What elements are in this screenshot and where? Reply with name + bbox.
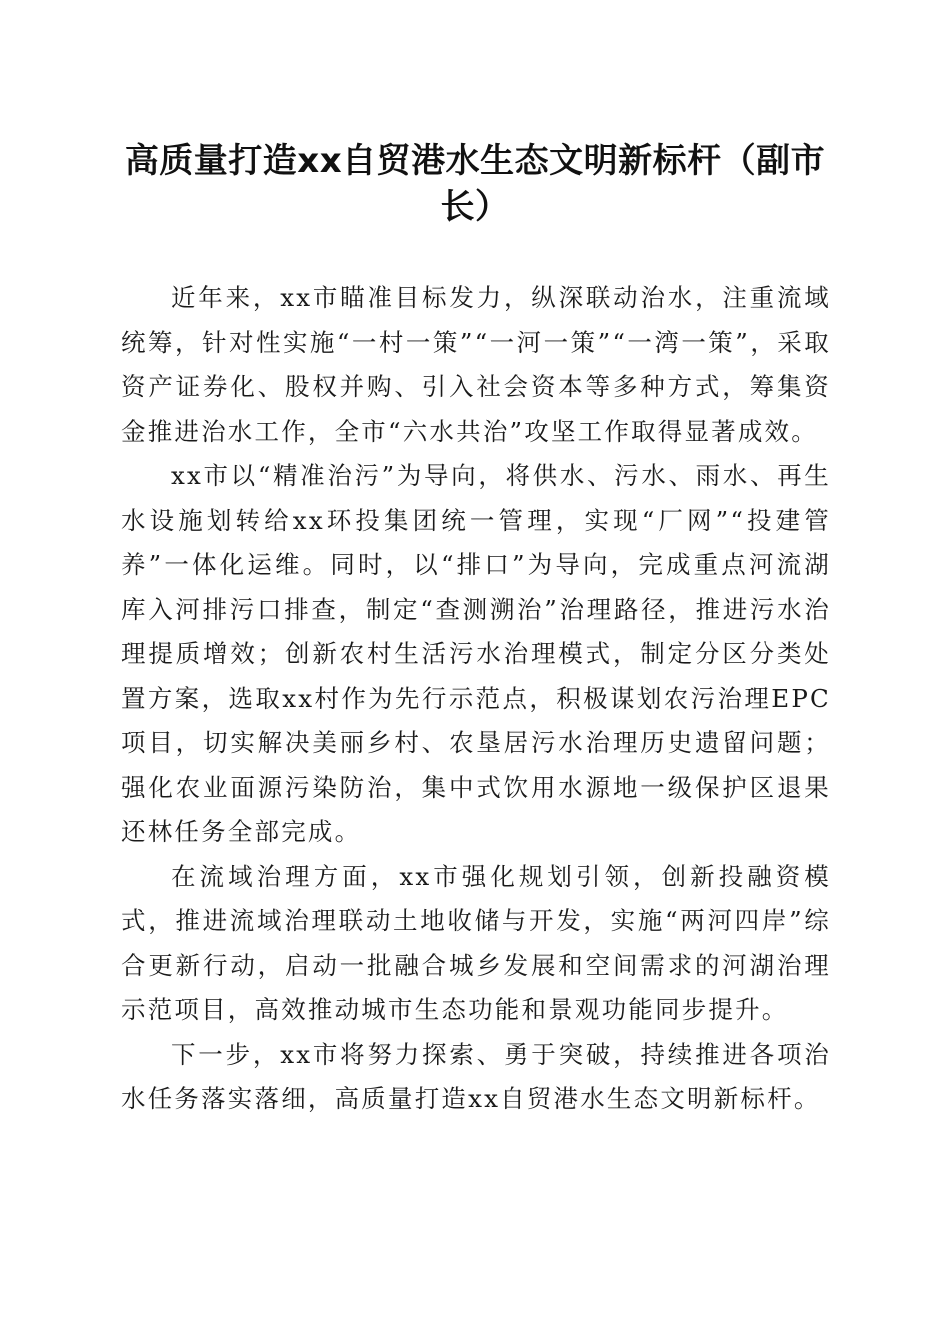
- document-body: [121, 276, 831, 1122]
- document-title: 高质量打造xx自贸港水生态文明新标杆（副市长）: [124, 141, 826, 227]
- paragraph-2: xx市以“精准治污”为导向，将供水、污水、雨水、再生水设施划转给xx环投集团统一管理，实现“厂网”“投建管养”一体化运维。同时，以“排口”为导向，完成重点河流湖库入河排污口排查，制定“查测溯治”治理路径，推进污水治理提质增效；创新农村生活污水治理模式，制定分区分类处置方案，选取xx村作为先行示范点，积极谋划农污治理EPC项目，切实解决美丽乡村、农垦居污水治理历史遗留问题；强化农业面源污染防治，集中式饮用水源地一级保护区退果还林任务全部完成。: [121, 461, 831, 846]
- paragraph-3: 在流域治理方面，xx市强化规划引领，创新投融资模式，推进流域治理联动土地收储与开发，实施“两河四岸”综合更新行动，启动一批融合城乡发展和空间需求的河湖治理示范项目，高效推动城市生态功能和景观功能同步提升。: [121, 861, 831, 1024]
- paragraph-4: 下一步，xx市将努力探索、勇于突破，持续推进各项治水任务落实落细，高质量打造xx自贸港水生态文明新标杆。: [121, 1039, 831, 1113]
- paragraph-1: 近年来，xx市瞄准目标发力，纵深联动治水，注重流域统筹，针对性实施“一村一策”“一河一策”“一湾一策”，采取资产证券化、股权并购、引入社会资本等多种方式，筹集资金推进治水工作，全市“六水共治”攻坚工作取得显著成效。: [121, 283, 831, 446]
